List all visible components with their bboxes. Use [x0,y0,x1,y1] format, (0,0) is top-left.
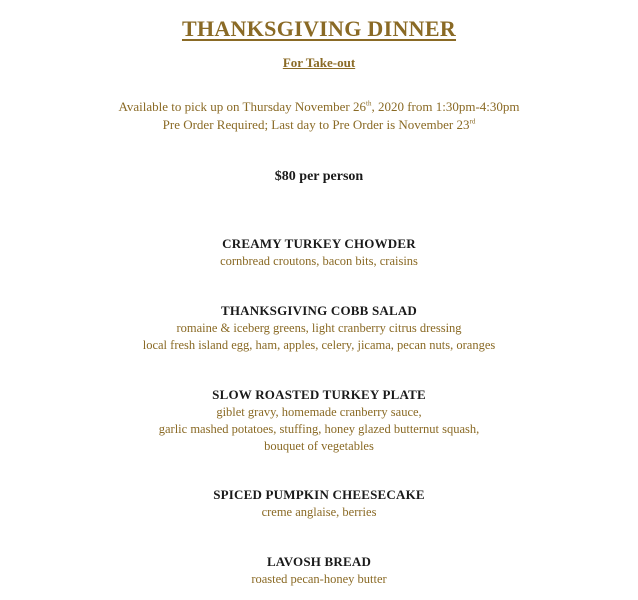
pickup-info [0,98,638,116]
page-subtitle: For Take-out [282,55,356,70]
course-description: local fresh island egg, ham, apples, celery, jicama, pecan nuts, oranges [142,338,496,352]
course-title: CREAMY TURKEY CHOWDER [222,236,416,251]
price-per-person: $80 per person [274,169,364,184]
course-title: SLOW ROASTED TURKEY PLATE [212,387,426,402]
course-title: LAVOSH BREAD [266,554,372,569]
pickup-text: Available to pick up on Thursday November 26 [118,99,367,114]
preorder-day-suffix: rd [469,117,476,126]
menu-course-cheesecake [0,486,638,521]
course-description: creme anglaise, berries [261,505,377,519]
menu-course-chowder [0,235,638,270]
preorder-text: Pre Order Required; Last day to Pre Order is November 23 [162,117,470,132]
preorder-info [0,116,638,134]
pickup-time: , 2020 from 1:30pm-4:30pm [371,99,520,114]
course-description: cornbread croutons, bacon bits, craisins [220,254,418,268]
course-description: roasted pecan-honey butter [251,572,387,586]
course-description: giblet gravy, homemade cranberry sauce, [216,405,422,419]
menu-course-turkey-plate [0,386,638,455]
menu-course-cobb-salad [0,302,638,354]
course-title: THANKSGIVING COBB SALAD [220,303,418,318]
menu-course-lavosh-bread [0,553,638,588]
course-description: romaine & iceberg greens, light cranberry citrus dressing [176,321,462,335]
course-description: bouquet of vegetables [264,439,374,453]
page-title: THANKSGIVING DINNER [181,16,457,41]
course-title: SPICED PUMPKIN CHEESECAKE [213,487,425,502]
pickup-day-suffix: th [366,99,372,108]
course-description: garlic mashed potatoes, stuffing, honey glazed butternut squash, [158,422,480,436]
